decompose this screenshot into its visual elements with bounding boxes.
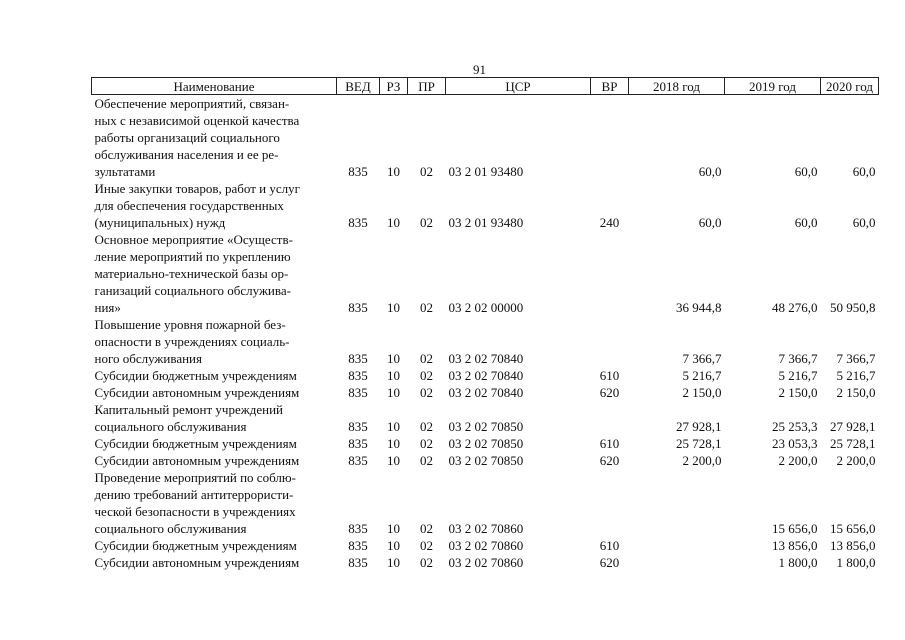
cell-rz: 10: [387, 385, 400, 400]
name-line: для обеспечения государственных: [94, 198, 284, 213]
cell-rz: 10: [387, 436, 400, 451]
cell-2020: 60,0: [852, 215, 876, 230]
name-line: Обеспечение мероприятий, связан-: [94, 96, 290, 111]
cell-csr: 03 2 02 70840: [448, 368, 524, 383]
cell-2019: 60,0: [794, 215, 818, 230]
header-rz: РЗ: [380, 78, 408, 95]
cell-ved: 835: [348, 419, 368, 434]
header-ved: ВЕД: [337, 78, 380, 95]
cell-csr: 03 2 02 70850: [448, 453, 524, 468]
cell-2018: [629, 554, 725, 571]
table-row: [92, 384, 879, 401]
cell-pr: 02: [420, 164, 433, 179]
cell-name: [92, 452, 337, 469]
cell-vr: [591, 231, 629, 316]
cell-2018: [629, 537, 725, 554]
cell-rz: 10: [387, 164, 400, 179]
cell-rz: 10: [387, 555, 400, 570]
cell-pr: 02: [420, 436, 433, 451]
cell-vr: 240: [599, 215, 620, 230]
cell-2019: 7 366,7: [778, 351, 818, 366]
cell-pr: 02: [420, 385, 433, 400]
name-line: Субсидии автономным учреждениям: [94, 555, 300, 570]
cell-csr: 03 2 02 70840: [448, 385, 524, 400]
header-2019: 2019 год: [725, 78, 821, 95]
budget-table: [91, 77, 879, 571]
name-line: Иные закупки товаров, работ и услуг: [94, 181, 300, 196]
name-line: ния»: [94, 300, 121, 315]
cell-vr: 610: [599, 436, 620, 451]
name-line: Субсидии бюджетным учреждениям: [94, 368, 297, 383]
cell-2020: 27 928,1: [830, 419, 876, 434]
cell-2020: 50 950,8: [830, 300, 876, 315]
cell-2018: 60,0: [698, 164, 722, 179]
name-line: (муниципальных) нужд: [94, 215, 226, 230]
cell-2020: 60,0: [852, 164, 876, 179]
name-line: ческой безопасности в учреждениях: [94, 504, 296, 519]
table-row: [92, 537, 879, 554]
cell-2019: 1 800,0: [778, 555, 818, 570]
cell-rz: 10: [387, 368, 400, 383]
cell-2018: 36 944,8: [676, 300, 722, 315]
cell-ved: 835: [348, 215, 368, 230]
table-row: [92, 316, 879, 367]
cell-name: [92, 95, 337, 181]
cell-2019: 2 200,0: [778, 453, 818, 468]
cell-pr: 02: [420, 368, 433, 383]
cell-rz: 10: [387, 300, 400, 315]
cell-vr: 620: [599, 453, 620, 468]
table-header: [92, 78, 879, 95]
table-row: [92, 95, 879, 181]
cell-2020: 2 200,0: [836, 453, 876, 468]
cell-ved: 835: [348, 538, 368, 553]
name-line: Субсидии автономным учреждениям: [94, 453, 300, 468]
cell-vr: [591, 469, 629, 537]
cell-rz: 10: [387, 215, 400, 230]
cell-2020: 2 150,0: [836, 385, 876, 400]
cell-pr: 02: [420, 351, 433, 366]
header-name: Наименование: [92, 78, 337, 95]
header-pr: ПР: [408, 78, 446, 95]
table-row: [92, 401, 879, 435]
header-csr: ЦСР: [446, 78, 591, 95]
name-line: Капитальный ремонт учреждений: [94, 402, 283, 417]
cell-2019: 23 053,3: [772, 436, 818, 451]
name-line: Субсидии бюджетным учреждениям: [94, 538, 297, 553]
table-row: [92, 367, 879, 384]
cell-pr: 02: [420, 215, 433, 230]
cell-csr: 03 2 02 70840: [448, 351, 524, 366]
table-row: [92, 554, 879, 571]
cell-2019: 60,0: [794, 164, 818, 179]
cell-vr: 610: [599, 368, 620, 383]
name-line: Проведение мероприятий по соблю-: [94, 470, 296, 485]
cell-ved: 835: [348, 555, 368, 570]
cell-2019: 2 150,0: [778, 385, 818, 400]
cell-pr: 02: [420, 538, 433, 553]
cell-name: [92, 537, 337, 554]
cell-csr: 03 2 02 00000: [448, 300, 524, 315]
cell-csr: 03 2 02 70850: [448, 419, 524, 434]
cell-name: [92, 401, 337, 435]
cell-2019: 48 276,0: [772, 300, 818, 315]
cell-vr: 620: [599, 555, 620, 570]
page-number: 91: [473, 62, 486, 77]
cell-2018: [629, 469, 725, 537]
name-line: зультатами: [94, 164, 156, 179]
cell-ved: 835: [348, 521, 368, 536]
cell-pr: 02: [420, 555, 433, 570]
name-line: социального обслуживания: [94, 419, 247, 434]
cell-name: [92, 367, 337, 384]
name-line: Субсидии автономным учреждениям: [94, 385, 300, 400]
cell-2018: 27 928,1: [676, 419, 722, 434]
cell-2018: 2 200,0: [682, 453, 722, 468]
header-2020: 2020 год: [821, 78, 879, 95]
name-line: Основное мероприятие «Осуществ-: [94, 232, 293, 247]
cell-ved: 835: [348, 385, 368, 400]
cell-name: [92, 554, 337, 571]
cell-ved: 835: [348, 436, 368, 451]
cell-rz: 10: [387, 538, 400, 553]
cell-name: [92, 384, 337, 401]
cell-vr: 610: [599, 538, 620, 553]
cell-2018: 2 150,0: [682, 385, 722, 400]
cell-pr: 02: [420, 521, 433, 536]
cell-ved: 835: [348, 164, 368, 179]
cell-ved: 835: [348, 368, 368, 383]
cell-vr: [591, 95, 629, 181]
cell-2020: 5 216,7: [836, 368, 876, 383]
cell-ved: 835: [348, 351, 368, 366]
cell-pr: 02: [420, 300, 433, 315]
cell-vr: [591, 401, 629, 435]
name-line: ление мероприятий по укреплению: [94, 249, 291, 264]
name-line: дению требований антитеррористи-: [94, 487, 294, 502]
header-2018: 2018 год: [629, 78, 725, 95]
header-vr: ВР: [591, 78, 629, 95]
cell-2019: 5 216,7: [778, 368, 818, 383]
cell-2020: 1 800,0: [836, 555, 876, 570]
cell-2018: 25 728,1: [676, 436, 722, 451]
cell-csr: 03 2 01 93480: [448, 164, 524, 179]
name-line: опасности в учреждениях социаль-: [94, 334, 290, 349]
cell-name: [92, 469, 337, 537]
table-body: [92, 95, 879, 572]
table-row: [92, 180, 879, 231]
cell-2020: 25 728,1: [830, 436, 876, 451]
name-line: обслуживания населения и ее ре-: [94, 147, 279, 162]
cell-name: [92, 180, 337, 231]
name-line: Повышение уровня пожарной без-: [94, 317, 286, 332]
cell-2018: 5 216,7: [682, 368, 722, 383]
name-line: ных с независимой оценкой качества: [94, 113, 300, 128]
name-line: социального обслуживания: [94, 521, 247, 536]
cell-ved: 835: [348, 300, 368, 315]
header-row: [92, 78, 879, 95]
cell-csr: 03 2 02 70860: [448, 538, 524, 553]
cell-csr: 03 2 02 70860: [448, 521, 524, 536]
cell-csr: 03 2 02 70850: [448, 436, 524, 451]
cell-pr: 02: [420, 453, 433, 468]
table-row: [92, 435, 879, 452]
name-line: работы организаций социального: [94, 130, 280, 145]
cell-name: [92, 231, 337, 316]
cell-rz: 10: [387, 351, 400, 366]
cell-2018: 7 366,7: [682, 351, 722, 366]
table-row: [92, 452, 879, 469]
name-line: материально-технической базы ор-: [94, 266, 289, 281]
table-row: [92, 469, 879, 537]
cell-vr: 620: [599, 385, 620, 400]
cell-2018: 60,0: [698, 215, 722, 230]
cell-vr: [591, 316, 629, 367]
cell-name: [92, 316, 337, 367]
table-row: [92, 231, 879, 316]
cell-2020: 15 656,0: [830, 521, 876, 536]
cell-csr: 03 2 02 70860: [448, 555, 524, 570]
cell-csr: 03 2 01 93480: [448, 215, 524, 230]
cell-rz: 10: [387, 521, 400, 536]
cell-2019: 25 253,3: [772, 419, 818, 434]
name-line: ганизаций социального обслужива-: [94, 283, 291, 298]
cell-ved: 835: [348, 453, 368, 468]
cell-name: [92, 435, 337, 452]
name-line: ного обслуживания: [94, 351, 202, 366]
cell-2020: 7 366,7: [836, 351, 876, 366]
cell-2019: 15 656,0: [772, 521, 818, 536]
cell-rz: 10: [387, 419, 400, 434]
cell-pr: 02: [420, 419, 433, 434]
cell-rz: 10: [387, 453, 400, 468]
name-line: Субсидии бюджетным учреждениям: [94, 436, 297, 451]
cell-2020: 13 856,0: [830, 538, 876, 553]
cell-2019: 13 856,0: [772, 538, 818, 553]
